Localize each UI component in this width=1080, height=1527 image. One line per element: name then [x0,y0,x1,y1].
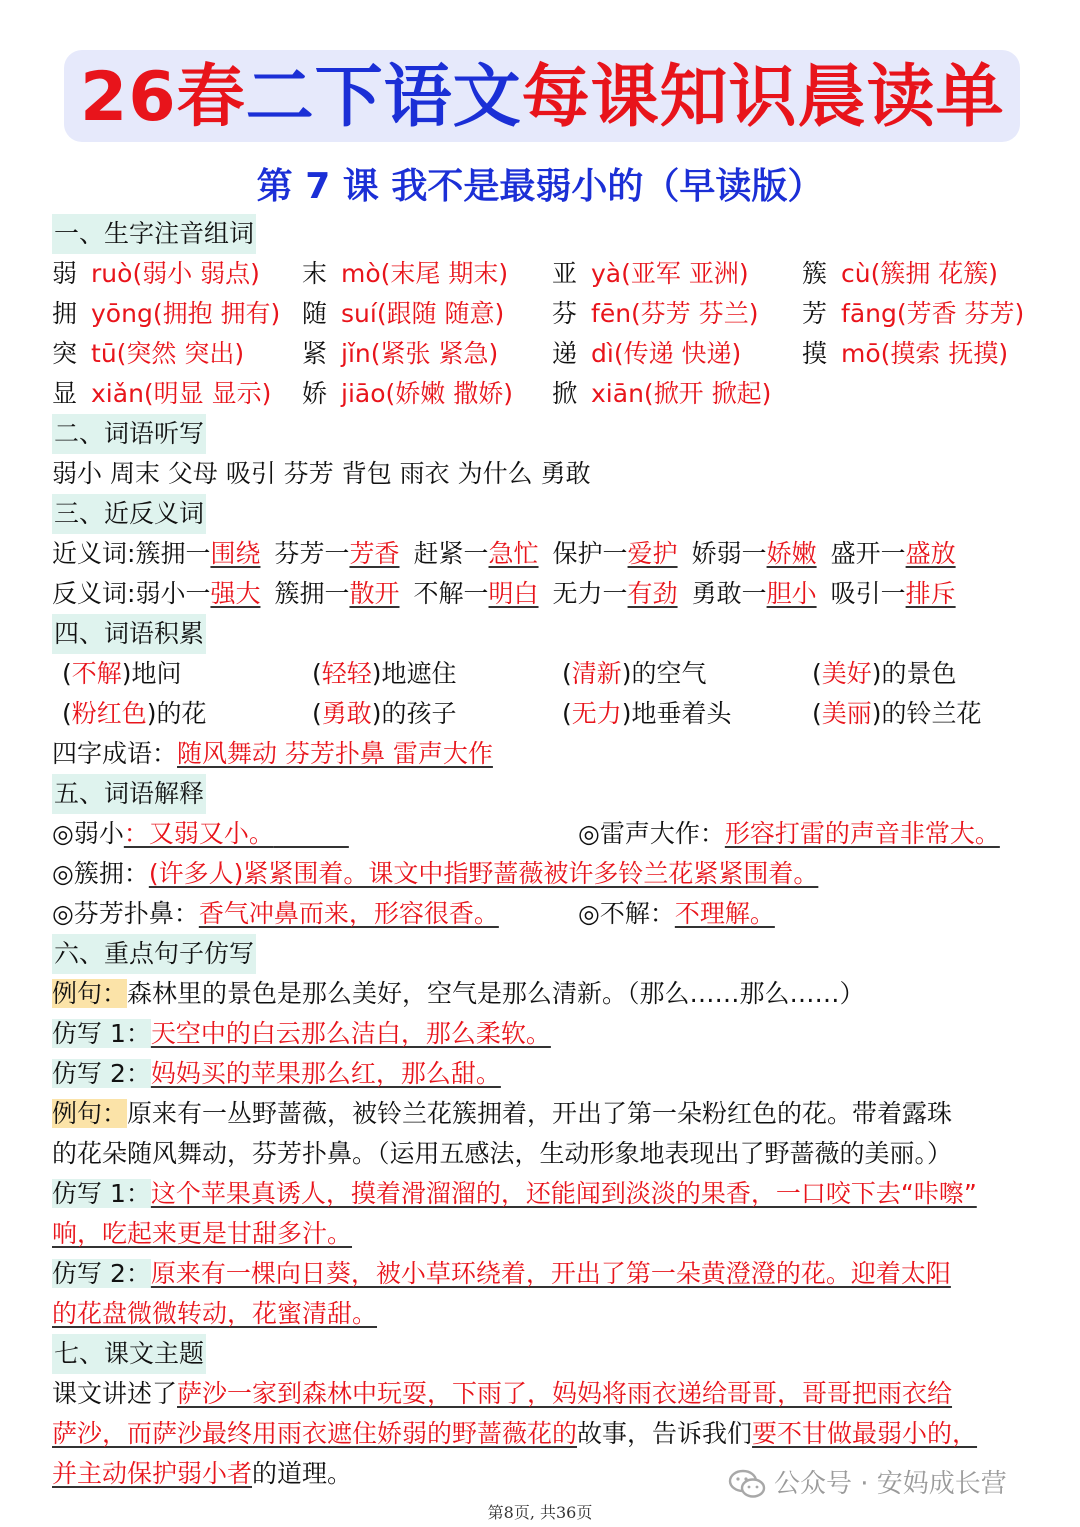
pinyin: xiǎn [91,379,144,408]
phrase-fill: 勇敢 [321,699,372,728]
imitation-2-1-cont: 响，吃起来更是甘甜多汁。 [52,1219,353,1248]
section-6-heading-line [52,934,1040,974]
pinyin: yà [591,259,622,288]
watermark-text: 公众号 · 安妈成长营 [774,1469,1007,1499]
word-pair-answer: 排斥 [905,579,956,608]
char-entry [802,254,998,294]
example-2-cont: 的花朵随风舞动，芬芳扑鼻。（运用五感法，生动形象地表现出了野蔷薇的美丽。） [52,1139,953,1168]
imitation-label: 仿写 1： [52,1019,151,1048]
word-pair-left: 无力一 [552,579,628,608]
char-row [52,294,1040,334]
words: (弱小 弱点) [132,259,260,288]
section-heading: 五、词语解释 [52,774,206,814]
imitation-label: 仿写 2： [52,1259,151,1288]
section-heading: 二、词语听写 [52,414,206,454]
phrase-item: (无力)地垂着头 [562,699,732,728]
char-entry [802,294,1024,334]
char-entry [302,334,498,374]
phrase-item: (美好)的景色 [812,659,957,688]
char-entry [552,374,771,414]
char: 簇 [802,259,828,288]
example-label: 例句： [52,979,128,1008]
char: 芬 [552,299,578,328]
idiom-line [52,734,1040,774]
word-pair-left: 赶紧一 [413,539,489,568]
phrase-fill: 粉红色 [71,699,147,728]
phrase-item: (勇敢)的孩子 [312,699,457,728]
word-pair-answer: 强大 [210,579,261,608]
char: 摸 [802,339,828,368]
words: (突然 突出) [116,339,245,368]
words: (明显 显示) [143,379,272,408]
char-entry [52,334,244,374]
section-1-heading-line [52,214,1040,254]
word-pair-answer: 明白 [488,579,539,608]
char: 递 [552,339,578,368]
pinyin: dì [591,339,614,368]
word-pair-answer: 围绕 [210,539,261,568]
words: (跟随 随意) [376,299,505,328]
pinyin: ruò [91,259,133,288]
imitation-2-1: 仿写 1：这个苹果真诱人，摸着滑溜溜的，还能闻到淡淡的果香，一口咬下去“咔嚓” [52,1179,977,1208]
char: 显 [52,379,78,408]
word-pair-answer: 散开 [349,579,400,608]
words: (娇嫩 撒娇) [385,379,513,408]
phrase-fill: 美好 [821,659,872,688]
char-entry [52,294,280,334]
words: (传递 快递) [613,339,742,368]
words: (末尾 期末) [380,259,509,288]
pinyin: jǐn [341,339,371,368]
word-pair-left: 簇拥一 [274,579,350,608]
phrase-rest: 的花 [156,699,207,728]
char: 末 [302,259,328,288]
explain-item: ◎雷声大作：形容打雷的声音非常大。 [578,819,1000,848]
char: 紧 [302,339,328,368]
word-pair-left: 盛开一 [830,539,906,568]
char-entry [302,254,508,294]
phrase-rest: 的铃兰花 [881,699,982,728]
char-entry [552,294,759,334]
explain-item: ◎不解：不理解。 [578,899,775,928]
char-entry [552,334,741,374]
words: (掀开 掀起) [643,379,772,408]
word-pair-left: 不解一 [413,579,489,608]
words: (芳香 芬芳) [896,299,1025,328]
idiom-list: 随风舞动 芬芳扑鼻 雷声大作 [177,739,493,768]
imitation-2-2-cont: 的花盘微微转动，花蜜清甜。 [52,1299,378,1328]
word-pair-left: 弱小一 [135,579,211,608]
explain-line-1 [52,814,1040,854]
section-3-heading-line [52,494,1040,534]
pinyin: mō [841,339,881,368]
word-pair-left: 勇敢一 [691,579,767,608]
page-footer: 第8页, 共36页 [487,1503,593,1522]
explain-line-2: ◎簇拥：(许多人)紧紧围着。课文中指野蔷薇被许多铃兰花紧紧围着。 [52,859,819,888]
char-row [52,374,1040,414]
section-heading: 三、近反义词 [52,494,206,534]
words: (紧张 紧急) [370,339,499,368]
section-heading: 七、课文主题 [52,1334,206,1374]
char: 随 [302,299,328,328]
antonym-line [52,574,1040,614]
phrase-item: (轻轻)地遮住 [312,659,457,688]
section-heading: 四、词语积累 [52,614,206,654]
word-pair-answer: 娇嫩 [766,539,817,568]
lesson-subtitle: 第 7 课 我不是最弱小的（早读版） [256,166,824,207]
title-part1: 26春二下语文 [80,58,522,137]
example-label: 例句： [52,1099,128,1128]
pinyin: cù [841,259,871,288]
words: (拥抱 拥有) [152,299,281,328]
pinyin: tū [91,339,117,368]
pinyin: jiāo [341,379,386,408]
explain-item: ◎芬芳扑鼻：香气冲鼻而来，形容很香。 [52,899,499,928]
phrase-item: (清新)的空气 [562,659,707,688]
phrase-item: (不解)地问 [62,659,182,688]
word-pair-answer: 爱护 [627,539,678,568]
pinyin: mò [341,259,381,288]
section-2-heading-line [52,414,1040,454]
char-row [52,254,1040,294]
dictation-words: 弱小 周末 父母 吸引 芬芳 背包 雨衣 为什么 勇敢 [52,459,591,488]
phrase-fill: 清新 [571,659,622,688]
char-entry [552,254,749,294]
words: (亚军 亚洲) [621,259,749,288]
explain-item: ◎弱小：又弱又小。 [52,819,274,848]
pinyin: fāng [841,299,897,328]
section-heading: 一、生字注音组词 [52,214,256,254]
example-2: 例句：原来有一丛野蔷薇，被铃兰花簇拥着，开出了第一朵粉红色的花。带着露珠 [52,1099,953,1128]
pinyin: suí [341,299,377,328]
phrase-rest: 的孩子 [381,699,457,728]
phrase-rest: 地垂着头 [631,699,732,728]
char-entry [302,374,513,414]
char-entry [52,374,271,414]
words: (簇拥 花簇) [870,259,999,288]
synonym-line [52,534,1040,574]
idiom-label: 四字成语： [52,739,178,768]
phrase-fill: 无力 [571,699,622,728]
pinyin: xiān [591,379,644,408]
word-pair-answer: 芳香 [349,539,400,568]
char: 突 [52,339,78,368]
word-pair-answer: 胆小 [766,579,817,608]
words: (芬芳 芬兰) [631,299,759,328]
pinyin: yōng [91,299,153,328]
word-pair-answer: 急忙 [488,539,539,568]
word-pair-answer: 盛放 [905,539,956,568]
imitation-label: 仿写 2： [52,1059,151,1088]
pinyin: fēn [591,299,632,328]
section-7-heading-line [52,1334,1040,1374]
phrase-item: (粉红色)的花 [62,699,207,728]
words: (摸索 抚摸) [880,339,1009,368]
section-heading: 六、重点句子仿写 [52,934,256,974]
char: 弱 [52,259,78,288]
phrase-fill: 美丽 [821,699,872,728]
word-pair-left: 娇弱一 [691,539,767,568]
imitation-2-2: 仿写 2：原来有一棵向日葵，被小草环绕着，开出了第一朵黄澄澄的花。迎着太阳 [52,1259,951,1288]
phrase-rest: 的景色 [881,659,957,688]
char: 娇 [302,379,328,408]
char: 芳 [802,299,828,328]
section-4-heading-line [52,614,1040,654]
antonym-label: 反义词: [52,579,136,608]
theme-line-2: 萨沙，而萨沙最终用雨衣遮住娇弱的野蔷薇花的故事，告诉我们要不甘做最弱小的， [52,1419,978,1448]
word-pair-left: 芬芳一 [274,539,350,568]
title-part2: 每课知识晨读单 [521,58,1005,137]
phrase-rest: 地遮住 [381,659,457,688]
theme-line-1: 课文讲述了萨沙一家到森林中玩耍，下雨了，妈妈将雨衣递给哥哥，哥哥把雨衣给 [52,1379,953,1408]
char-entry [802,334,1008,374]
word-pair-left: 簇拥一 [135,539,211,568]
imitation-1-1: 仿写 1：天空中的白云那么洁白，那么柔软。 [52,1019,551,1048]
word-pair-left: 保护一 [552,539,628,568]
section-5-heading-line [52,774,1040,814]
word-pair-left: 吸引一 [830,579,906,608]
phrase-item: (美丽)的铃兰花 [812,699,982,728]
theme-line-3: 并主动保护弱小者的道理。 [52,1459,353,1488]
imitation-1-2: 仿写 2：妈妈买的苹果那么红，那么甜。 [52,1059,501,1088]
char: 掀 [552,379,578,408]
wechat-icon [728,1468,766,1500]
example-1: 例句：森林里的景色是那么美好，空气是那么清新。（那么……那么……） [52,979,865,1008]
phrase-rest: 地问 [131,659,182,688]
page-title [80,52,1005,144]
char-entry [302,294,504,334]
char: 拥 [52,299,78,328]
word-pair-answer: 有劲 [627,579,678,608]
char-row [52,334,1040,374]
synonym-label: 近义词: [52,539,136,568]
char: 亚 [552,259,578,288]
phrase-fill: 轻轻 [321,659,372,688]
imitation-label: 仿写 1： [52,1179,151,1208]
char-entry [52,254,260,294]
explain-line-3 [52,894,1040,934]
phrase-rest: 的空气 [631,659,707,688]
phrase-fill: 不解 [71,659,122,688]
